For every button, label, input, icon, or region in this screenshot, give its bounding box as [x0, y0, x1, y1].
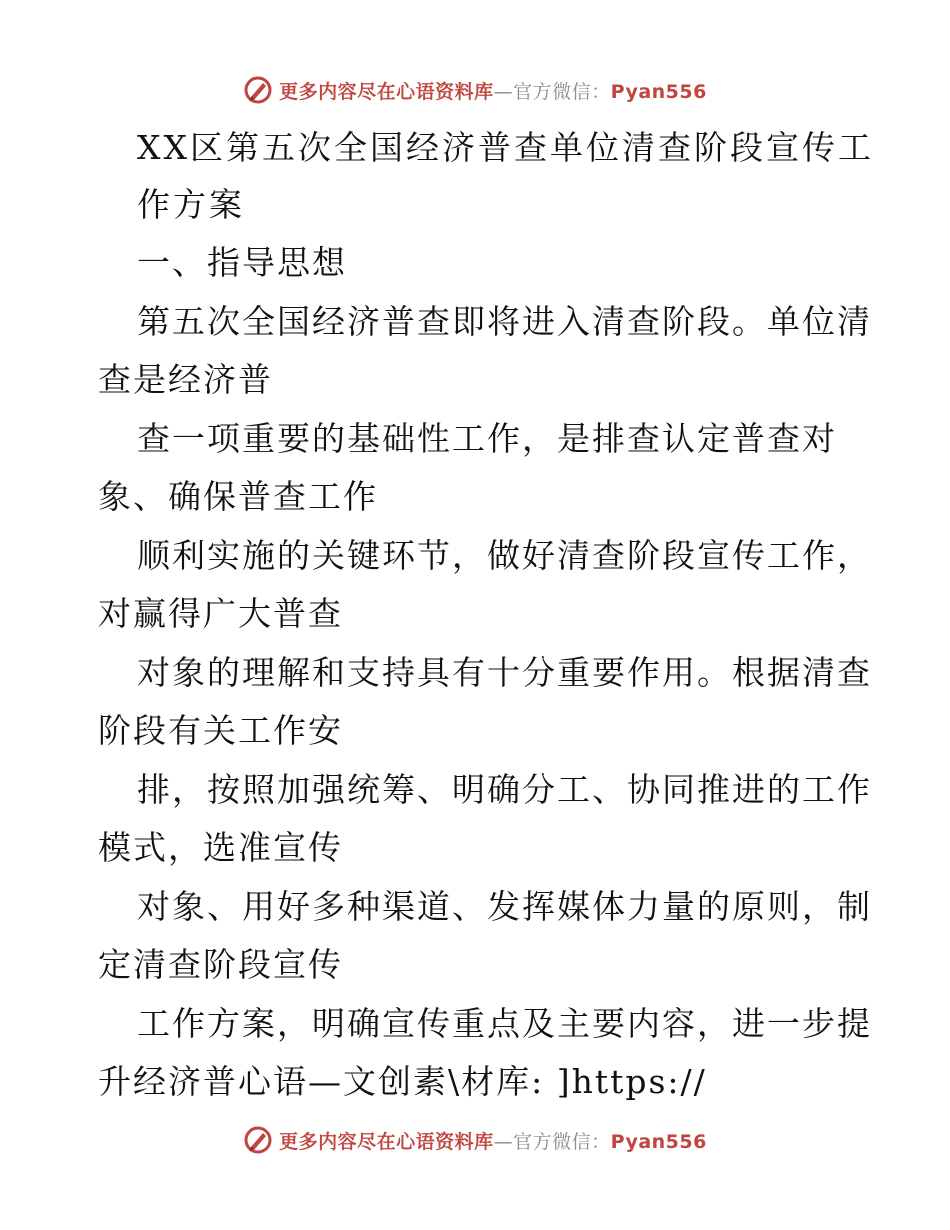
paragraph-line: 排，按照加强统筹、明确分工、协同推进的工作: [137, 770, 872, 809]
doc-title-line-1: XX区第五次全国经济普查单位清查阶段宣传工: [137, 128, 874, 167]
paragraph-line: 对赢得广大普查: [98, 594, 343, 633]
pen-logo-icon: [243, 1125, 273, 1155]
paragraph-line: 阶段有关工作安: [98, 711, 343, 750]
paragraph-line: 第五次全国经济普查即将进入清查阶段。单位清: [137, 302, 872, 341]
paragraph-line: 定清查阶段宣传: [98, 945, 343, 984]
paragraph-line: 查是经济普: [98, 360, 273, 399]
watermark-wechat-id: Pyan556: [610, 1130, 707, 1153]
paragraph-line: 工作方案，明确宣传重点及主要内容，进一步提: [137, 1004, 872, 1043]
paragraph-line: 模式，选准宣传: [98, 828, 343, 867]
watermark-wechat-id: Pyan556: [610, 80, 707, 103]
paragraph-line: 对象的理解和支持具有十分重要作用。根据清查: [137, 653, 872, 692]
watermark-brand: 更多内容尽在心语资料库: [279, 80, 494, 103]
paragraph-line: 对象、用好多种渠道、发挥媒体力量的原则，制: [137, 887, 872, 926]
paragraph-line: 升经济普心语—文创素\材库: ]https://: [98, 1062, 707, 1101]
paragraph-line: 查一项重要的基础性工作，是排查认定普查对: [137, 419, 837, 458]
watermark-brand: 更多内容尽在心语资料库: [279, 1130, 494, 1153]
section-heading: 一、指导思想: [137, 243, 347, 282]
watermark-contact: 官方微信：: [513, 80, 611, 103]
paragraph-line: 顺利实施的关键环节，做好清查阶段宣传工作，: [137, 536, 872, 575]
footer-watermark: [0, 1120, 950, 1160]
paragraph-line: 象、确保普查工作: [98, 477, 378, 516]
doc-title-line-2: 作方案: [137, 185, 245, 224]
watermark-contact: 官方微信：: [513, 1130, 611, 1153]
watermark-dash: —: [493, 1130, 514, 1153]
watermark-dash: —: [493, 80, 514, 103]
